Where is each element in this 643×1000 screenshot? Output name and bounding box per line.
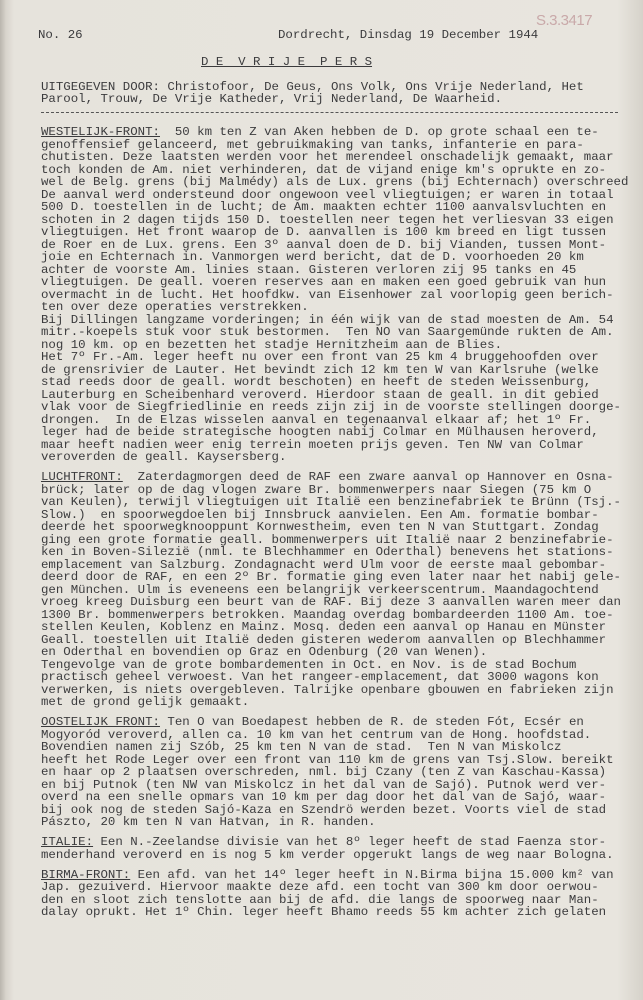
text-line: brück; later op de dag vlogen zware Br. bommenwerpers naar Siegen (75 km O: [41, 482, 592, 497]
text-line: [41, 126, 631, 139]
text-line: gen München. Ulm is eveneens een belangrijk verkeerscentrum. Maandagochtend: [41, 582, 599, 597]
text-line: 500 D. toestellen in de lucht; de Am. maakten echter 1100 aanvalsvluchten en: [41, 200, 607, 214]
text-line: genoffensief gelanceerd, met gebruikmaking van tanks, infanterie en para-: [41, 137, 584, 152]
divider: [41, 112, 618, 113]
text-line: Pászto, 20 km ten N van Hatvan, in R. handen.: [41, 815, 376, 829]
text-line: wel de Belg. grens (bij Malmédy) als de Lux. grens (bij Echternach) overschreed: [41, 175, 629, 189]
text-line: van Keulen), terwijl vliegtuigen uit Italië een benzinefabriek te Brünn (Tsj.-: [41, 495, 621, 509]
section-first-line: Een afd. van het 14º leger heeft in N.Birma bijna 15.000 km² van: [130, 867, 614, 882]
text-line: de Roer en de Lux. grens. Een 3º aanval doen de D. bij Vianden, tussen Mont-: [41, 237, 607, 252]
text-line: leger had de beide strategische hoogten nabij Colmar en Mülhausen heroverd,: [41, 425, 599, 439]
section-first-line: Een N.-Zeelandse divisie van het 8º leger heeft de stad Faenza stor-: [93, 835, 607, 849]
article-body: [41, 126, 631, 926]
section-heading: ITALIE:: [41, 835, 94, 849]
text-line: De aanval werd ondersteund door ongewoon veel vliegtuigen; er waren in totaal: [41, 187, 614, 202]
text-line: den en sloot zich tenslotte aan bij de afd. die langs de spoorweg naar Man-: [41, 892, 599, 907]
text-line: toch konden de Am. niet verhinderen, dat de vijand enige km's oprukte en zo-: [41, 162, 607, 177]
text-line: ten over deze operaties verstrekken.: [41, 300, 309, 314]
newspaper-title: D E V R I J E P E R S: [201, 55, 373, 69]
text-line: [41, 716, 631, 729]
news-section: [41, 869, 631, 919]
text-line: heeft het Rode Leger over een front van 110 km de grens van Tsj.Slow. bereikt: [41, 752, 614, 767]
text-line: mitr.-koepels stuk voor stuk bestormen. Ten NO van Saargemünde rukten de Am.: [41, 325, 614, 339]
text-line: chutisten. Deze laatsten werden voor het merendeel onschadelijk gemaakt, maar: [41, 150, 614, 164]
text-line: met de grond gelijk gemaakt.: [41, 695, 250, 709]
section-first-line: Zaterdagmorgen deed de RAF een zware aanval op Hannover en Osna-: [122, 470, 614, 484]
news-section: [41, 716, 631, 829]
text-line: Slow.) en spoorwegdoelen bij Innsbruck aanvielen. Een Am. formatie bombar-: [41, 507, 599, 522]
text-line: ging een grote formatie geall. bommenwerpers uit Italië naar 2 benzinefabrie-: [41, 532, 614, 547]
text-line: verwerken, is niets overgebleven. Talrijke openbare gbouwen en fabrieken zijn: [41, 682, 614, 697]
section-heading: WESTELIJK-FRONT:: [41, 125, 160, 139]
text-line: drongen. In de Elzas wisselen aanval en tegenaanval elkaar af; het 1º Fr.: [41, 412, 592, 427]
text-line: dalay oprukt. Het 1º Chin. leger heeft Bhamo reeds 55 km achter zich gelaten: [41, 905, 607, 919]
text-line: nog 10 km. op en bezetten het stadje Hernitzheim aan de Blies.: [41, 337, 503, 352]
section-first-line: 50 km ten Z van Aken hebben de D. op grote schaal een te-: [159, 125, 599, 139]
text-line: en Oderthal en bovendien op Graz en Odenburg (20 van Wenen).: [41, 645, 488, 659]
text-line: bij ook nog de steden Sajó-Kaza en Szendrö werden bezet. Voorts viel de stad: [41, 802, 607, 817]
news-section: [41, 126, 631, 464]
text-line: en haar op 2 plaatsen overschreden, nml. bij Czany (ten Z van Kaschau-Kassa): [41, 765, 607, 779]
text-line: Geall. toestellen uit Italië deden gisteren wederom aanvallen op Blechhammer: [41, 632, 607, 647]
text-line: deerd door de RAF, en een 2º Br. formatie ging even later naar het nabij gele-: [41, 570, 621, 584]
text-line: Bovendien namen zij Szób, 25 km ten N van de stad. Ten N van Miskolcz: [41, 740, 562, 754]
text-line: vroeg kreeg Duisburg een beurt van de RAF. Bij deze 3 aanvallen waren meer dan: [41, 595, 621, 609]
text-line: ken in Boven-Silezië (nml. te Blechhammer en Oderthal) benevens het stations-: [41, 545, 614, 559]
news-section: [41, 471, 631, 709]
text-line: overmacht in de lucht. Het hoofdkw. van Eisenhower zal voorlopig geen berich-: [41, 287, 614, 302]
text-line: overd na een snelle opmars van 10 km per dag door het dal van de Sajó, waar-: [41, 790, 607, 804]
dateline: Dordrecht, Dinsdag 19 December 1944: [278, 28, 539, 42]
text-line: de grensrivier de Lauter. Het bevindt zich 12 km ten W van Karlsruhe (welke: [41, 362, 599, 377]
text-line: Bij Dillingen langzame vorderingen; in één wijk van de stad moesten de Am. 54: [41, 312, 614, 327]
publishers-line: Parool, Trouw, De Vrije Katheder, Vrij Nederland, De Waarheid.: [41, 92, 503, 106]
archive-stamp: S.3.3417: [536, 12, 593, 29]
text-line: Jap. gezuiverd. Hiervoor maakte deze afd. een tocht van 300 km door oerwou-: [41, 880, 599, 894]
text-line: en bij Putnok (ten NW van Miskolcz in het dal van de Sajó). Putnok werd ver-: [41, 777, 607, 792]
text-line: Tengevolge van de grote bombardementen in Oct. en Nov. is de stad Bochum: [41, 657, 577, 672]
text-line: Lauterburg en Scheibenhard veroverd. Hierdoor staan de geall. in dit gebied: [41, 387, 599, 402]
section-first-line: Ten O van Boedapest hebben de R. de steden Fót, Ecsér en: [159, 715, 584, 729]
text-line: vliegtuigen. De geall. voeren reserves aan en maken een goed gebruik van hun: [41, 275, 607, 289]
text-line: stellen Keulen, Koblenz en Mainz. Mosq. deden een aanval op Hanau en Münster: [41, 620, 607, 634]
text-line: menderhand veroverd en is nog 5 km verder opgerukt langs de weg naar Bologna.: [41, 847, 614, 862]
text-line: [41, 471, 631, 484]
text-line: schoten in 2 dagen tijds 150 D. toestellen neer tegen het verliesvan 33 eigen: [41, 212, 614, 227]
publishers-line: UITGEGEVEN DOOR: Christofoor, De Geus, Ons Volk, Ons Vrije Nederland, Het: [41, 80, 584, 94]
text-line: Het 7º Fr.-Am. leger heeft nu over een front van 25 km 4 bruggehoofden over: [41, 350, 599, 364]
issue-number: No. 26: [38, 28, 83, 42]
text-line: achter de voorste Am. linies staan. Gisteren verloren zij 95 tanks en 45: [41, 262, 577, 277]
text-line: practisch geheel verwoest. Van het rangeer-emplacement, dat 3000 wagons kon: [41, 670, 599, 684]
text-line: [41, 836, 631, 849]
section-heading: OOSTELIJK FRONT:: [41, 715, 160, 729]
text-line: vliegtuigen. Het front waarop de D. aanvallen is 100 km breed en ligt tussen: [41, 225, 607, 239]
text-line: joie en Echternach in. Vanmorgen werd bericht, dat de D. voorhoeden 20 km: [41, 250, 584, 264]
text-line: stad reeds door de geall. wordt beschoten) en heeft de steden Weissenburg,: [41, 375, 592, 389]
text-line: emplacement van Salzburg. Zondagnacht werd Ulm voor de eerste maal gebombar-: [41, 557, 607, 572]
text-line: Mogyoród veroverd, allen ca. 10 km van het centrum van de Hong. hoofdstad.: [41, 727, 592, 742]
text-line: deerde het spoorwegknooppunt Kornwestheim, even ten N van Stuttgart. Zondag: [41, 520, 599, 534]
section-heading: LUCHTFRONT:: [41, 470, 123, 484]
text-line: maar heeft nadien weer enig terrein moeten prijs geven. Ten NW van Colmar: [41, 437, 584, 452]
section-heading: BIRMA-FRONT:: [41, 867, 131, 882]
text-line: vlak voor de Siegfriedlinie en reeds zijn zij in de voorste stellingen doorge-: [41, 400, 621, 414]
news-section: [41, 836, 631, 861]
text-line: 1300 Br. bommenwerpers betrokken. Maandag overdag bombardeerden 1100 Am. toe-: [41, 607, 614, 622]
text-line: veroverden de geall. Kaysersberg.: [41, 450, 287, 464]
